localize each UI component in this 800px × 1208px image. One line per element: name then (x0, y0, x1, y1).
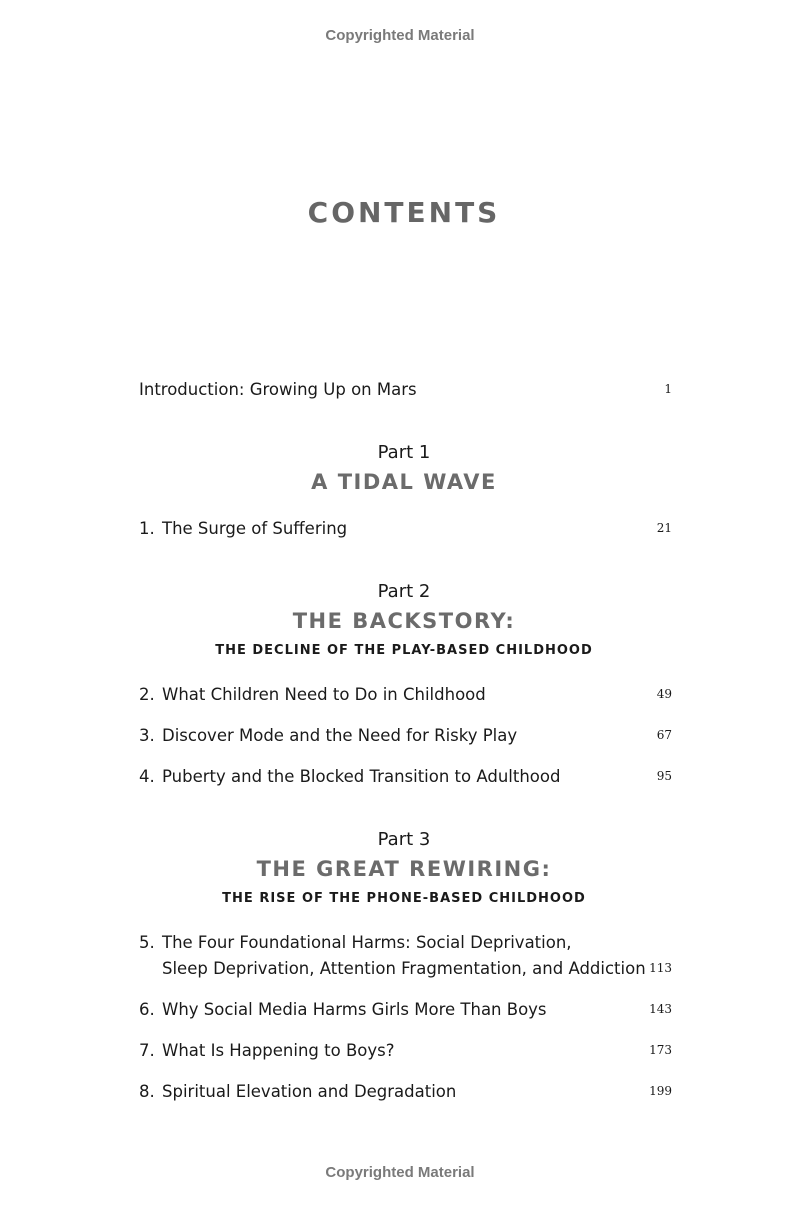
toc-entry-title: Why Social Media Harms Girls More Than Boys (162, 1000, 547, 1019)
toc-entry-title: Spiritual Elevation and Degradation (162, 1082, 457, 1101)
toc-entry-number: 7. (139, 1041, 155, 1060)
toc-entry-number: 6. (139, 1000, 155, 1019)
part-2-subtitle: THE DECLINE OF THE PLAY-BASED CHILDHOOD (215, 643, 593, 658)
toc-entry-page: 49 (656, 687, 672, 701)
copyright-watermark-bottom: Copyrighted Material (325, 1164, 475, 1181)
toc-entry-title: Discover Mode and the Need for Risky Play (162, 726, 518, 745)
toc-entry-page: 199 (649, 1084, 672, 1098)
toc-entry-page: 1 (664, 382, 672, 396)
toc-entry-page: 113 (649, 961, 672, 975)
toc-entry-number: 5. (139, 933, 155, 952)
copyright-watermark-top: Copyrighted Material (325, 27, 475, 44)
toc-entry-page: 67 (656, 728, 672, 742)
toc-entry-title: Puberty and the Blocked Transition to Adulthood (162, 767, 561, 786)
page-title: CONTENTS (307, 196, 501, 229)
toc-entry-number: 2. (139, 685, 155, 704)
toc-entry-title-continued: Sleep Deprivation, Attention Fragmentation, and Addiction (162, 959, 646, 978)
toc-entry-chapter-5[interactable] (139, 933, 672, 985)
toc-entry-title: The Surge of Suffering (162, 519, 348, 538)
toc-entry-page: 173 (649, 1043, 672, 1057)
toc-entry-page: 143 (649, 1002, 672, 1016)
toc-entry-title: The Four Foundational Harms: Social Deprivation, (162, 933, 572, 952)
toc-entry-page: 21 (656, 521, 672, 535)
toc-entry-number: 4. (139, 767, 155, 786)
toc-entry-number: 3. (139, 726, 155, 745)
part-2-title: THE BACKSTORY: (292, 609, 516, 633)
toc-entry-page: 95 (656, 769, 672, 783)
toc-entry-title: Introduction: Growing Up on Mars (139, 380, 417, 399)
part-2-label: Part 2 (377, 581, 431, 602)
part-3-label: Part 3 (377, 829, 431, 850)
toc-entry-number: 1. (139, 519, 155, 538)
toc-entry-number: 8. (139, 1082, 155, 1101)
part-3-subtitle: THE RISE OF THE PHONE-BASED CHILDHOOD (222, 891, 586, 906)
part-3-title: THE GREAT REWIRING: (256, 857, 552, 881)
part-1-label: Part 1 (377, 442, 431, 463)
toc-entry-title: What Is Happening to Boys? (162, 1041, 395, 1060)
toc-entry-title: What Children Need to Do in Childhood (162, 685, 486, 704)
part-1-title: A TIDAL WAVE (311, 470, 497, 494)
